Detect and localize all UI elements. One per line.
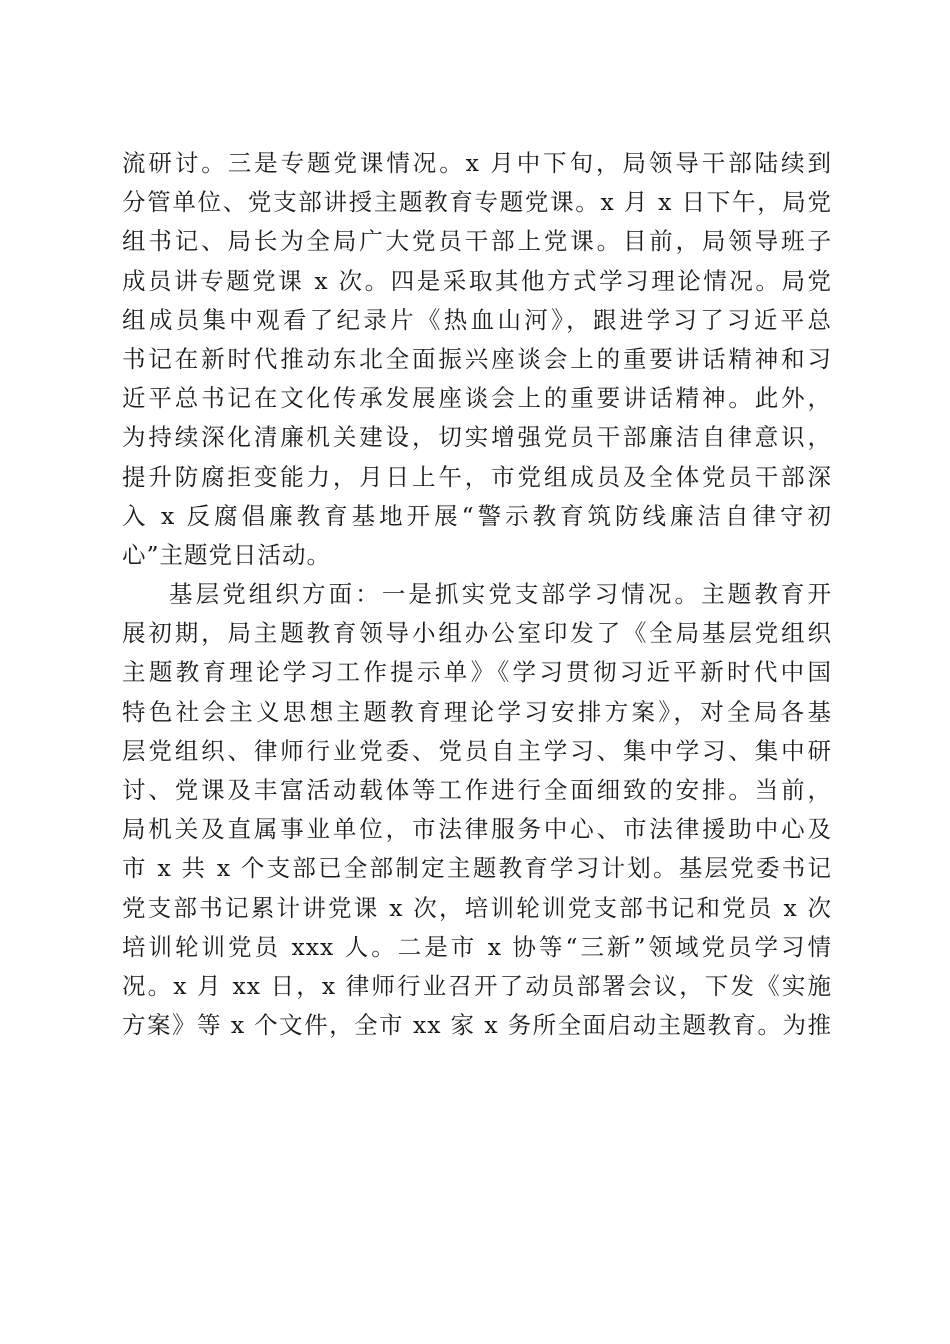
paragraph-line: 讨、党课及丰富活动载体等工作进行全面细致的安排。当前， xyxy=(122,776,832,804)
paragraph-line: 主题教育理论学习工作提示单》《学习贯彻习近平新时代中国 xyxy=(122,658,832,687)
paragraph-line: 组成员集中观看了纪录片《热血山河》，跟进学习了习近平总 xyxy=(122,305,832,334)
paragraph-1 xyxy=(122,144,832,575)
paragraph-line: 成员讲专题党课 x 次。四是采取其他方式学习理论情况。局党 xyxy=(122,266,832,295)
paragraph-line: 市 x 共 x 个支部已全部制定主题教育学习计划。基层党委书记 xyxy=(122,854,832,883)
paragraph-line: 入 x 反腐倡廉教育基地开展“警示教育筑防线廉洁自律守初 xyxy=(122,501,832,530)
paragraph-line: 展初期，局主题教育领导小组办公室印发了《全局基层党组织 xyxy=(122,619,832,648)
paragraph-line: 层党组织、律师行业党委、党员自主学习、集中学习、集中研 xyxy=(122,736,832,765)
paragraph-line: 近平总书记在文化传承发展座谈会上的重要讲话精神。此外， xyxy=(122,384,832,413)
paragraph-line: 流研讨。三是专题党课情况。x 月中下旬，局领导干部陆续到 xyxy=(122,149,832,177)
paragraph-line: 况。x 月 xx 日，x 律师行业召开了动员部署会议，下发《实施 xyxy=(122,971,832,1000)
paragraph-line: 为持续深化清廉机关建设，切实增强党员干部廉洁自律意识， xyxy=(122,423,832,452)
paragraph-line: 心”主题党日活动。 xyxy=(122,540,332,569)
paragraph-line: 分管单位、党支部讲授主题教育专题党课。x 月 x 日下午，局党 xyxy=(122,188,832,217)
paragraph-line: 提升防腐拒变能力，月日上午，市党组成员及全体党员干部深 xyxy=(122,462,832,491)
paragraph-line: 书记在新时代推动东北全面振兴座谈会上的重要讲话精神和习 xyxy=(122,344,832,373)
paragraph-2 xyxy=(122,575,832,1045)
paragraph-line: 基层党组织方面：一是抓实党支部学习情况。主题教育开 xyxy=(169,580,832,609)
paragraph-line: 组书记、局长为全局广大党员干部上党课。目前，局领导班子 xyxy=(122,227,832,256)
paragraph-line: 党支部书记累计讲党课 x 次，培训轮训党支部书记和党员 x 次 xyxy=(122,893,832,922)
paragraph-line: 局机关及直属事业单位，市法律服务中心、市法律援助中心及 xyxy=(122,815,832,844)
paragraph-line: 特色社会主义思想主题教育理论学习安排方案》，对全局各基 xyxy=(122,697,832,726)
paragraph-line: 方案》等 x 个文件，全市 xx 家 x 务所全面启动主题教育。为推 xyxy=(122,1011,832,1040)
document-body xyxy=(122,144,832,1045)
paragraph-line: 培训轮训党员 xxx 人。二是市 x 协等“三新”领域党员学习情 xyxy=(122,932,832,961)
